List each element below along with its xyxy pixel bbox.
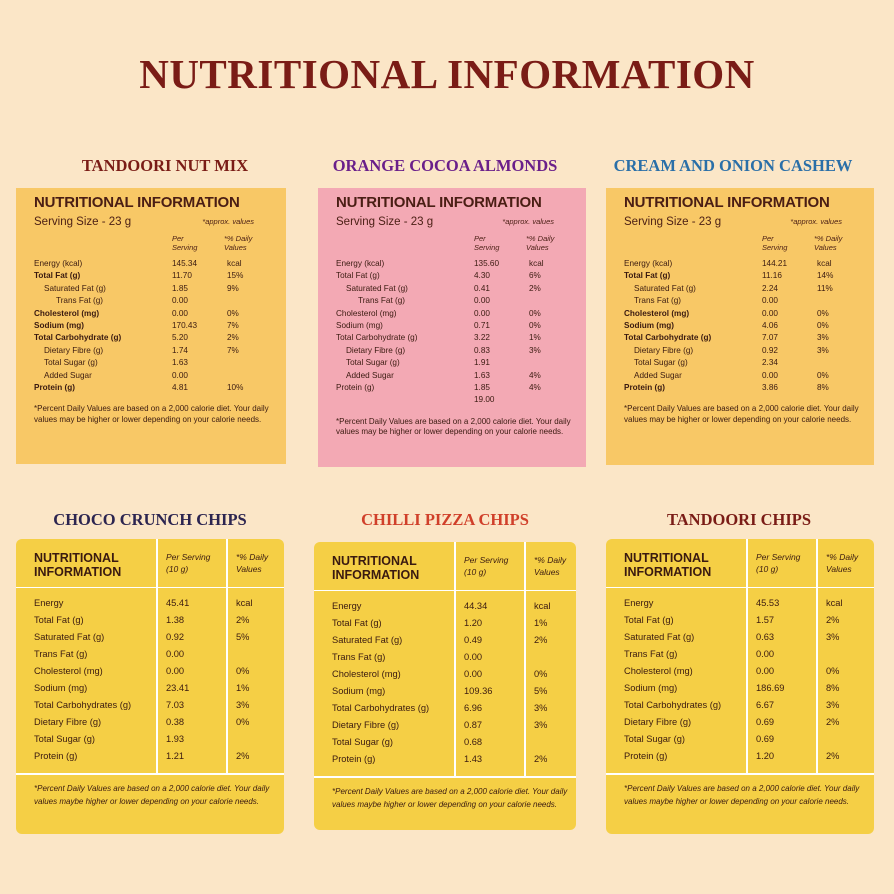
nutrient-value: 45.41 [166,598,190,608]
daily-value: 3% [826,632,840,642]
product-title: TANDOORI NUT MIX [81,156,249,175]
nutrient-name: Total Carbohydrates (g) [34,700,132,710]
nutrient-value: 170.43 [172,320,198,330]
nutrient-name: Protein (g) [624,382,665,392]
nutrient-value: 0.69 [756,717,775,727]
daily-value: 0% [817,370,829,380]
nutrient-row [336,394,580,406]
daily-value: kcal [826,598,843,608]
nutrient-value: 0.00 [172,370,188,380]
footer-divider [606,773,874,775]
daily-value: 2% [227,333,239,343]
nutrient-row [606,596,874,613]
nutrient-name: Energy [332,601,362,611]
daily-value: 2% [826,751,840,761]
nutrient-row [624,270,868,282]
nutrient-name: Trans Fat (g) [634,296,682,306]
nutrient-row [336,270,580,282]
serving-size-text: Serving Size - 23 g [336,216,434,228]
nutrient-name: Dietary Fibre (g) [624,717,692,727]
daily-value: 0% [236,717,250,727]
nutrient-row [606,681,874,698]
nutrient-name: Total Fat (g) [34,615,84,625]
nutrient-value: 1.93 [166,734,185,744]
nutrient-row [314,599,576,616]
nutrient-row [336,332,580,344]
per-serving-header: Per Serving (10 g) [166,552,211,574]
nutrient-value: 0.71 [474,320,490,330]
nutrient-name: Total Sugar (g) [624,734,685,744]
nutrient-value: 0.49 [464,635,483,645]
nutrient-value: 0.00 [756,666,775,676]
daily-value: 3% [236,700,250,710]
daily-value-header: *% Daily Values [814,234,843,252]
panel-heading: NUTRITIONAL INFORMATION [336,194,542,211]
daily-value-header: *% Daily Values [236,552,269,574]
nutrient-value: 0.92 [166,632,185,642]
nutrient-name: Sodium (mg) [336,320,383,330]
product-title: ORANGE COCOA ALMONDS [332,156,558,175]
serving-size-text: Serving Size - 23 g [624,216,722,228]
footer-divider [16,773,284,775]
nutrient-value: 0.00 [474,308,490,318]
nutrient-value: 144.21 [762,259,788,268]
nutrient-value: 0.00 [166,666,185,676]
daily-value: 0% [534,669,548,679]
approx-note: *approx. values [502,217,554,226]
nutrient-name: Total Sugar (g) [34,734,95,744]
nutrient-row [16,647,284,664]
nutrient-name: Sodium (mg) [332,686,386,696]
serving-size [34,216,280,230]
nutrient-row [336,370,580,382]
daily-value: 0% [236,666,250,676]
nutrient-name: Total Fat (g) [332,618,382,628]
per-serving-header: Per Serving [762,234,788,252]
nutrient-row [34,295,280,307]
nutrient-row [336,295,580,307]
footnote: *Percent Daily Values are based on a 2,000 calorie diet. Your daily values may be higher or lower depending on your calorie needs. [34,404,269,424]
nutrient-row [34,357,280,369]
nutrient-name: Dietary Fibre (g) [332,720,400,730]
nutrient-value: 1.20 [756,751,775,761]
nutrient-row [606,698,874,715]
daily-value: 1% [534,618,548,628]
footnote: *Percent Daily Values are based on a 2,000 calorie diet. Your daily values maybe higher or lower depending on your calorie needs. [624,784,860,806]
nutrient-value: 0.41 [474,283,490,293]
footnote: *Percent Daily Values are based on a 2,000 calorie diet. Your daily values maybe higher or lower depending on your calorie needs. [34,784,270,806]
daily-value: 0% [817,320,829,330]
nutrient-row [34,370,280,382]
nutrient-row [16,596,284,613]
nutrient-name: Total Carbohydrate (g) [34,333,122,343]
per-serving-header: Per Serving (10 g) [464,555,509,577]
nutrient-name: Total Fat (g) [34,271,81,281]
nutrient-row [606,630,874,647]
product-title: CHILLI PIZZA CHIPS [361,510,529,529]
nutrient-row [624,295,868,307]
column-headers [624,230,868,258]
panel-header [16,539,284,588]
per-serving-header: Per Serving (10 g) [756,552,801,574]
daily-value: 3% [817,345,829,355]
nutrient-value: 0.00 [762,308,778,318]
nutrient-name: Cholesterol (mg) [624,666,693,676]
nutrient-row [336,357,580,369]
nutrient-name: Added Sugar [634,370,682,380]
nutrient-value: 145.34 [172,259,198,268]
nutrient-row [16,664,284,681]
serving-size [336,216,580,230]
nutrient-value: 3.86 [762,382,778,392]
nutrient-value: 1.43 [464,754,483,764]
nutrient-value: 0.00 [172,308,188,318]
nutrient-value: 0.92 [762,345,778,355]
daily-value-header: *% Daily Values [534,555,567,577]
nutrient-row [624,258,868,270]
nutrient-row [16,698,284,715]
nutrition-panel [606,539,874,834]
nutrient-value: 0.00 [172,296,188,306]
daily-value: 2% [534,635,548,645]
daily-value-header: *% Daily Values [224,234,253,252]
daily-value: kcal [817,259,832,268]
nutrient-name: Dietary Fibre (g) [44,345,104,355]
page-title: NUTRITIONAL INFORMATION [139,51,755,97]
nutrient-value: 1.91 [474,358,490,368]
nutrient-value: 135.60 [474,259,500,268]
nutrient-row [336,320,580,332]
nutrient-row [624,320,868,332]
nutrient-name: Energy [624,598,654,608]
nutrition-panel [16,188,286,464]
nutrient-row [624,382,868,394]
daily-value: 15% [227,271,244,281]
nutrient-row [314,701,576,718]
nutrient-row [16,630,284,647]
nutrient-value: 11.70 [172,271,192,281]
daily-value: 7% [227,345,239,355]
daily-value: 0% [529,308,541,318]
nutrient-name: Saturated Fat (g) [346,283,408,293]
nutrient-name: Trans Fat (g) [624,649,678,659]
daily-value: kcal [534,601,551,611]
panel-header [606,539,874,588]
nutrient-value: 0.00 [464,669,483,679]
daily-value: 9% [227,283,239,293]
daily-value: 2% [236,751,250,761]
nutrient-value: 1.85 [474,382,490,392]
nutrient-value: 44.34 [464,601,488,611]
nutrient-value: 0.38 [166,717,185,727]
nutrient-name: Trans Fat (g) [34,649,88,659]
footnote: *Percent Daily Values are based on a 2,000 calorie diet. Your daily values maybe higher or lower depending on your calorie needs. [332,787,568,809]
nutrient-value: 109.36 [464,686,493,696]
nutrient-name: Total Fat (g) [624,615,674,625]
nutrient-row [16,613,284,630]
nutrient-value: 1.38 [166,615,185,625]
nutrient-row [34,270,280,282]
nutrient-name: Trans Fat (g) [332,652,386,662]
nutrient-name: Added Sugar [346,370,394,380]
approx-note: *approx. values [790,217,842,226]
nutrient-row [606,613,874,630]
nutrient-name: Sodium (mg) [624,320,675,330]
daily-value: 5% [236,632,250,642]
nutrient-value: 3.22 [474,333,490,343]
daily-value: 2% [826,615,840,625]
per-serving-header: Per Serving [474,234,500,252]
nutrient-name: Dietary Fibre (g) [34,717,102,727]
panel-header [314,542,576,591]
nutrient-row [624,370,868,382]
nutrient-name: Total Fat (g) [336,271,380,281]
nutrient-name: Total Carbohydrate (g) [336,333,418,343]
daily-value: 10% [227,382,244,392]
product-title: CHOCO CRUNCH CHIPS [53,510,247,529]
nutrient-name: Total Carbohydrates (g) [332,703,430,713]
nutrient-value: 45.53 [756,598,780,608]
nutrient-row [16,732,284,749]
nutrient-row [606,749,874,766]
nutrient-value: 23.41 [166,683,190,693]
nutrient-row [336,345,580,357]
nutrient-value: 0.00 [756,649,775,659]
nutrient-value: 0.87 [464,720,483,730]
daily-value: 8% [817,382,829,392]
per-serving-header: Per Serving [172,234,198,252]
nutrient-value: 19.00 [474,395,495,405]
nutrient-value: 4.30 [474,271,490,281]
product-title: TANDOORI CHIPS [666,510,812,529]
nutrient-value: 7.07 [762,333,778,343]
nutrient-name: Trans Fat (g) [56,296,104,306]
panel-heading: NUTRITIONAL INFORMATION [624,194,830,211]
nutrient-row [624,308,868,320]
daily-value: 0% [227,308,239,318]
daily-value: 3% [826,700,840,710]
nutrient-name: Total Sugar (g) [634,358,688,368]
nutrient-name: Saturated Fat (g) [34,632,105,642]
nutrient-name: Cholesterol (mg) [34,308,100,318]
nutrient-name: Dietary Fibre (g) [346,345,406,355]
daily-value-header: *% Daily Values [526,234,555,252]
nutrient-row [606,664,874,681]
nutrient-name: Saturated Fat (g) [634,283,696,293]
nutrient-row [16,681,284,698]
nutrient-row [34,283,280,295]
nutrient-row [624,345,868,357]
nutrient-value: 4.81 [172,382,188,392]
nutrient-row [606,647,874,664]
daily-value: 3% [534,703,548,713]
daily-value: 6% [529,271,541,281]
nutrient-row [34,258,280,270]
nutrient-name: Total Carbohydrates (g) [624,700,722,710]
nutrient-name: Cholesterol (mg) [336,308,397,318]
panel-heading: NUTRITIONAL INFORMATION [34,194,240,211]
nutrient-name: Dietary Fibre (g) [634,345,694,355]
daily-value: 1% [236,683,250,693]
product-title: CREAM AND ONION CASHEW [613,156,853,175]
daily-value: kcal [236,598,253,608]
nutrient-rows [606,588,874,766]
footer-divider [314,776,576,778]
nutrient-value: 0.00 [464,652,483,662]
footnote: *Percent Daily Values are based on a 2,000 calorie diet. Your daily values may be higher or lower depending on your calorie needs. [624,404,859,424]
daily-value: 0% [826,666,840,676]
footnote: *Percent Daily Values are based on a 2,000 calorie diet. Your daily values may be higher or lower depending on your calorie needs. [336,416,571,437]
nutrient-value: 2.24 [762,283,778,293]
nutrient-row [314,684,576,701]
nutrient-value: 186.69 [756,683,785,693]
daily-value: 7% [227,320,239,330]
nutrient-name: Sodium (mg) [624,683,678,693]
daily-value: 14% [817,271,834,281]
daily-value-header: *% Daily Values [826,552,859,574]
nutrient-name: Protein (g) [336,382,375,392]
nutrient-name: Cholesterol (mg) [624,308,690,318]
panel-heading: NUTRITIONAL INFORMATION [332,554,420,582]
nutrient-row [314,752,576,769]
nutrient-value: 2.34 [762,358,778,368]
nutrient-row [314,616,576,633]
nutrient-name: Protein (g) [34,382,75,392]
column-headers [336,230,580,258]
nutrient-value: 0.69 [756,734,775,744]
nutrient-value: 4.06 [762,320,778,330]
nutrient-name: Saturated Fat (g) [332,635,403,645]
nutrient-name: Energy (kcal) [624,259,673,268]
daily-value: 3% [534,720,548,730]
nutrient-value: 0.00 [762,296,778,306]
daily-value: 3% [529,345,541,355]
daily-value: 11% [817,283,833,293]
nutrition-panel [606,188,874,465]
nutrient-row [34,332,280,344]
nutrient-name: Total Sugar (g) [44,358,98,368]
nutrient-name: Sodium (mg) [34,320,85,330]
nutrient-rows [16,588,284,766]
nutrient-value: 0.83 [474,345,490,355]
nutrient-row [16,749,284,766]
daily-value: 0% [817,308,829,318]
nutrient-row [624,332,868,344]
nutrient-row [314,650,576,667]
nutrient-row [624,357,868,369]
nutrient-name: Total Fat (g) [624,271,671,281]
daily-value: 5% [534,686,548,696]
nutrient-value: 11.16 [762,271,782,281]
nutrient-value: 1.85 [172,283,188,293]
nutrient-value: 0.00 [474,296,490,306]
nutrient-rows [314,591,576,769]
nutrient-row [336,308,580,320]
nutrient-value: 0.00 [762,370,778,380]
nutrient-value: 7.03 [166,700,185,710]
column-headers [34,230,280,258]
nutrient-value: 5.20 [172,333,188,343]
nutrient-value: 0.68 [464,737,483,747]
nutrient-row [606,715,874,732]
daily-value: 8% [826,683,840,693]
daily-value: 2% [826,717,840,727]
nutrient-row [34,308,280,320]
nutrition-panel [314,542,576,830]
nutrient-name: Cholesterol (mg) [34,666,103,676]
daily-value: kcal [227,259,242,268]
nutrient-row [314,718,576,735]
daily-value: 1% [529,333,541,343]
nutrient-row [314,667,576,684]
nutrient-value: 1.57 [756,615,775,625]
panel-heading: NUTRITIONAL INFORMATION [34,551,122,579]
nutrient-value: 1.63 [474,370,490,380]
nutrient-row [16,715,284,732]
daily-value: 0% [529,320,541,330]
nutrient-name: Protein (g) [332,754,376,764]
serving-size [624,216,868,230]
nutrient-name: Energy (kcal) [336,259,385,268]
nutrient-name: Added Sugar [44,370,92,380]
nutrient-value: 0.63 [756,632,775,642]
nutrient-name: Protein (g) [34,751,78,761]
nutrient-value: 1.20 [464,618,483,628]
nutrient-row [606,732,874,749]
nutrient-name: Total Sugar (g) [332,737,393,747]
nutrient-row [336,258,580,270]
nutrient-name: Total Carbohydrate (g) [624,333,712,343]
nutrient-name: Cholesterol (mg) [332,669,401,679]
serving-size-text: Serving Size - 23 g [34,216,132,228]
nutrient-row [624,283,868,295]
nutrient-value: 0.00 [166,649,185,659]
nutrition-panel [16,539,284,834]
nutrient-name: Energy (kcal) [34,259,83,268]
nutrient-name: Saturated Fat (g) [624,632,695,642]
nutrient-value: 1.74 [172,345,188,355]
nutrient-row [314,735,576,752]
nutrient-row [336,382,580,394]
nutrition-panel [318,188,586,467]
nutrient-row [336,283,580,295]
nutrient-name: Saturated Fat (g) [44,283,106,293]
panel-heading: NUTRITIONAL INFORMATION [624,551,712,579]
daily-value: 4% [529,382,541,392]
daily-value: 2% [534,754,548,764]
daily-value: 4% [529,370,541,380]
nutrient-name: Sodium (mg) [34,683,88,693]
nutrient-value: 1.21 [166,751,185,761]
nutrient-name: Trans Fat (g) [358,296,406,306]
daily-value: 3% [817,333,829,343]
nutrient-value: 6.67 [756,700,775,710]
nutrient-name: Energy [34,598,64,608]
nutrient-value: 6.96 [464,703,483,713]
nutrient-name: Total Sugar (g) [346,358,400,368]
daily-value: 2% [529,283,541,293]
nutrient-name: Protein (g) [624,751,668,761]
approx-note: *approx. values [202,217,254,226]
nutrient-value: 1.63 [172,358,188,368]
nutrient-row [314,633,576,650]
nutrient-row [34,320,280,332]
daily-value: 2% [236,615,250,625]
daily-value: kcal [529,259,544,268]
nutrient-row [34,345,280,357]
nutrient-row [34,382,280,394]
